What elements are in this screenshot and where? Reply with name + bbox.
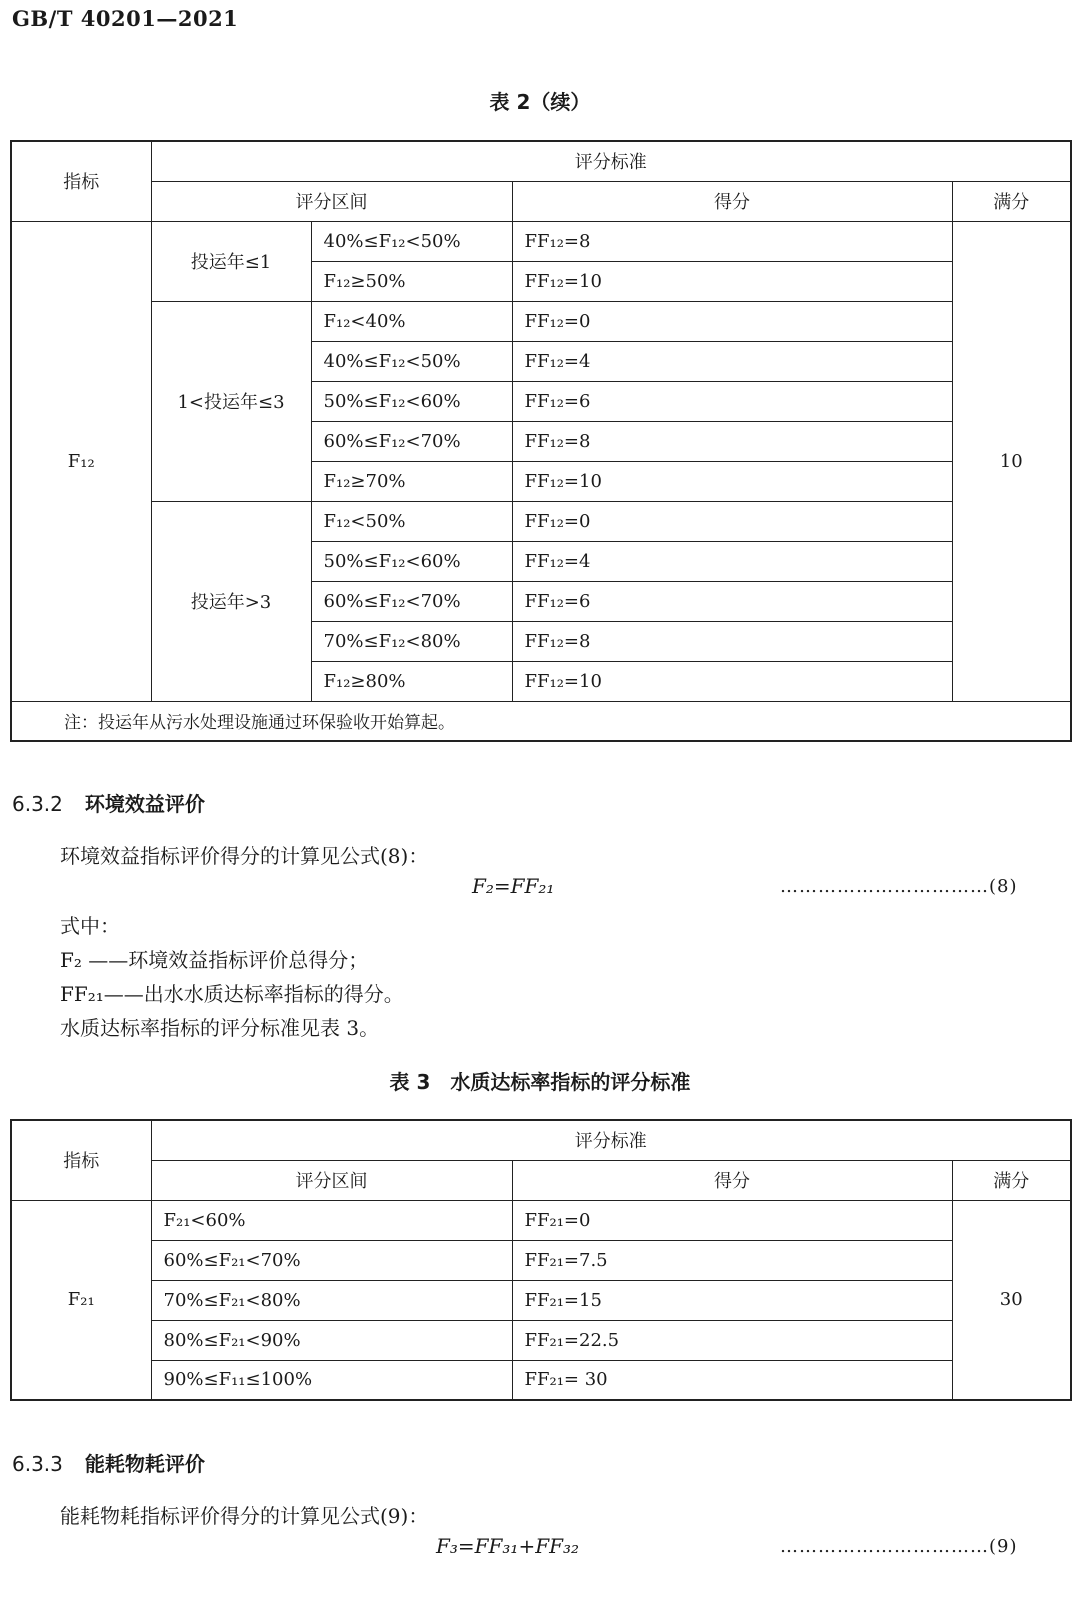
interval-cell: 40%≤F₁₂<50% — [311, 341, 512, 381]
equation-number-9: ……………………………(9) — [780, 1536, 1018, 1557]
score-cell: FF₁₂=8 — [512, 421, 952, 461]
table-row — [11, 501, 1071, 541]
table3-header-indicator: 指标 — [11, 1120, 151, 1200]
section-title: 能耗物耗评价 — [84, 1452, 205, 1476]
table3-reference: 水质达标率指标的评分标准见表 3。 — [60, 1016, 380, 1040]
table2-header-interval: 评分区间 — [151, 181, 512, 221]
group-label-cell: 投运年>3 — [151, 501, 311, 701]
group-label-cell: 1<投运年≤3 — [151, 301, 311, 501]
score-cell: FF₁₂=4 — [512, 341, 952, 381]
definition-ff21: FF₂₁——出水水质达标率指标的得分。 — [60, 982, 404, 1006]
table-row — [11, 1240, 1071, 1280]
formula-9: F₃=FF₃₁+FF₃₂ — [436, 1534, 579, 1558]
interval-cell: F₁₂<50% — [311, 501, 512, 541]
table2-caption: 表 2（续） — [489, 90, 591, 114]
section-6-3-2-heading — [12, 788, 205, 817]
table-row — [11, 1360, 1071, 1400]
table-note-row — [11, 701, 1071, 741]
table2-header-score: 得分 — [512, 181, 952, 221]
indicator-cell: F₂₁ — [11, 1200, 151, 1400]
score-cell: FF₂₁=22.5 — [512, 1320, 952, 1360]
group-label-cell: 投运年≤1 — [151, 221, 311, 301]
table-row — [11, 301, 1071, 341]
interval-cell: F₂₁<60% — [151, 1200, 512, 1240]
section632-intro: 环境效益指标评价得分的计算见公式(8)： — [60, 844, 429, 868]
interval-cell: F₁₂≥50% — [311, 261, 512, 301]
interval-cell: 50%≤F₁₂<60% — [311, 541, 512, 581]
interval-cell: 60%≤F₂₁<70% — [151, 1240, 512, 1280]
interval-cell: F₁₂≥70% — [311, 461, 512, 501]
interval-cell: F₁₂<40% — [311, 301, 512, 341]
full-score-cell: 10 — [952, 221, 1071, 701]
interval-cell: 70%≤F₂₁<80% — [151, 1280, 512, 1320]
table3-caption: 表 3 水质达标率指标的评分标准 — [389, 1070, 691, 1094]
table2-header-criteria: 评分标准 — [151, 141, 1071, 181]
table2-header-full: 满分 — [952, 181, 1071, 221]
score-cell: FF₁₂=10 — [512, 461, 952, 501]
interval-cell: 70%≤F₁₂<80% — [311, 621, 512, 661]
score-cell: FF₂₁= 30 — [512, 1360, 952, 1400]
section-number: 6.3.2 — [12, 792, 63, 816]
table-row — [11, 1320, 1071, 1360]
score-cell: FF₁₂=8 — [512, 221, 952, 261]
section-title: 环境效益评价 — [84, 792, 205, 816]
score-cell: FF₁₂=4 — [512, 541, 952, 581]
formula-8: F₂=FF₂₁ — [472, 874, 555, 898]
where-label: 式中： — [60, 914, 120, 938]
table3 — [10, 1119, 1072, 1401]
interval-cell: 50%≤F₁₂<60% — [311, 381, 512, 421]
table2 — [10, 140, 1072, 742]
standard-number: GB/T 40201—2021 — [12, 6, 239, 31]
interval-cell: 60%≤F₁₂<70% — [311, 421, 512, 461]
section-number: 6.3.3 — [12, 1452, 63, 1476]
table3-header-interval: 评分区间 — [151, 1160, 512, 1200]
full-score-cell: 30 — [952, 1200, 1071, 1400]
score-cell: FF₁₂=10 — [512, 261, 952, 301]
interval-cell: 80%≤F₂₁<90% — [151, 1320, 512, 1360]
interval-cell: 60%≤F₁₂<70% — [311, 581, 512, 621]
score-cell: FF₁₂=6 — [512, 581, 952, 621]
table3-header-full: 满分 — [952, 1160, 1071, 1200]
interval-cell: 40%≤F₁₂<50% — [311, 221, 512, 261]
section-6-3-3-heading — [12, 1448, 205, 1477]
table-row — [11, 1200, 1071, 1240]
score-cell: FF₁₂=0 — [512, 301, 952, 341]
interval-cell: F₁₂≥80% — [311, 661, 512, 701]
indicator-cell: F₁₂ — [11, 221, 151, 701]
score-cell: FF₂₁=0 — [512, 1200, 952, 1240]
score-cell: FF₁₂=0 — [512, 501, 952, 541]
table-row — [11, 1280, 1071, 1320]
table2-header-indicator: 指标 — [11, 141, 151, 221]
score-cell: FF₁₂=8 — [512, 621, 952, 661]
definition-f2: F₂ ——环境效益指标评价总得分； — [60, 948, 369, 972]
equation-number-8: ……………………………(8) — [780, 876, 1018, 897]
score-cell: FF₁₂=10 — [512, 661, 952, 701]
score-cell: FF₂₁=7.5 — [512, 1240, 952, 1280]
table3-header-criteria: 评分标准 — [151, 1120, 1071, 1160]
score-cell: FF₂₁=15 — [512, 1280, 952, 1320]
interval-cell: 90%≤F₁₁≤100% — [151, 1360, 512, 1400]
score-cell: FF₁₂=6 — [512, 381, 952, 421]
table2-note: 注：投运年从污水处理设施通过环保验收开始算起。 — [11, 701, 1071, 741]
table3-header-score: 得分 — [512, 1160, 952, 1200]
section633-intro: 能耗物耗指标评价得分的计算见公式(9)： — [60, 1504, 429, 1528]
table-row — [11, 221, 1071, 261]
